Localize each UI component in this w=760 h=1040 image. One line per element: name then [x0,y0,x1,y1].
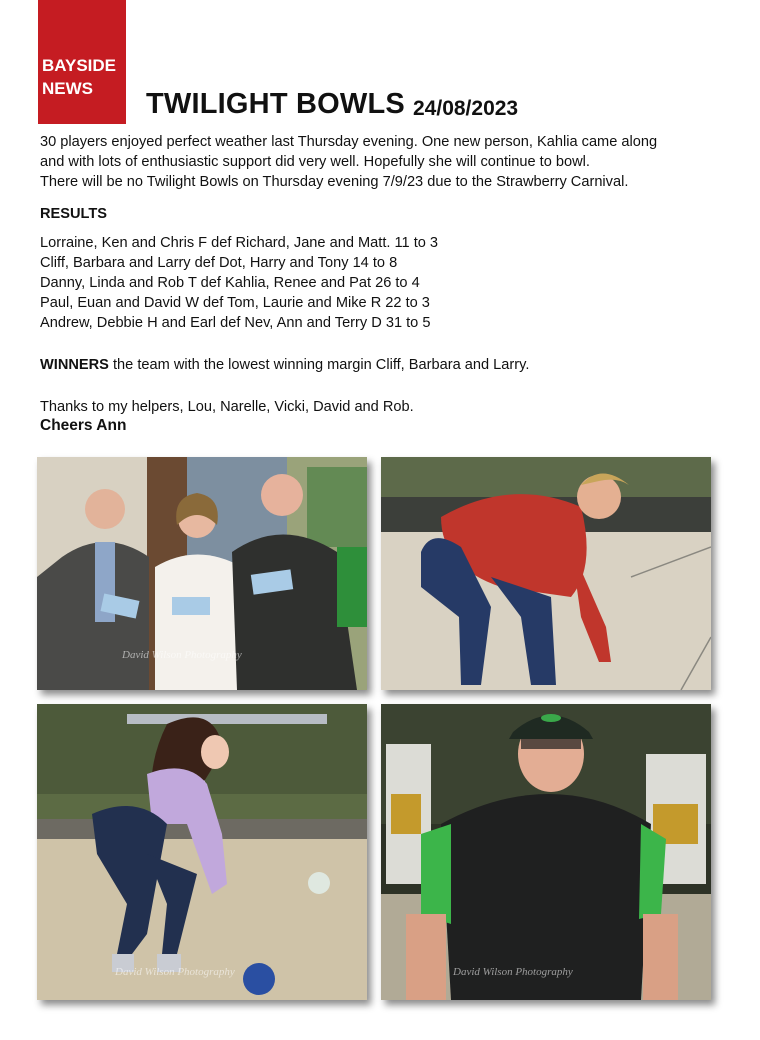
badge-line-2: NEWS [42,79,93,98]
page-title: TWILIGHT BOWLS [146,88,405,120]
result-line: Lorraine, Ken and Chris F def Richard, Jane and Matt. 11 to 3 [40,235,439,251]
winners-text: the team with the lowest winning margin Cliff, Barbara and Larry. [108,357,530,373]
results-list [40,233,438,333]
photo-watermark: David Wilson Photography [122,649,242,661]
result-line: Andrew, Debbie H and Earl def Nev, Ann and Terry D 31 to 5 [40,315,431,331]
badge-line-1: BAYSIDE [42,56,117,75]
signoff: Cheers Ann [40,417,127,434]
bayside-news-badge [38,0,126,124]
article-date: 24/08/2023 [413,97,519,120]
result-line: Cliff, Barbara and Larry def Dot, Harry and Tony 14 to 8 [40,255,398,271]
intro-line: There will be no Twilight Bowls on Thursday evening 7/9/23 due to the Strawberry Carnival. [40,174,629,190]
winners-paragraph [40,355,529,375]
winners-label: WINNERS [40,357,109,373]
results-heading: RESULTS [40,206,108,222]
photo-man-in-cap [381,704,711,1000]
intro-line: and with lots of enthusiastic support did very well. Hopefully she will continue to bowl. [40,154,590,170]
intro-line: 30 players enjoyed perfect weather last Thursday evening. One new person, Kahlia came along [40,134,658,150]
result-line: Paul, Euan and David W def Tom, Laurie and Mike R 22 to 3 [40,295,430,311]
intro-paragraph [40,132,657,192]
result-line: Danny, Linda and Rob T def Kahlia, Renee and Pat 26 to 4 [40,275,420,291]
photo-winners-group [37,457,367,690]
photo-watermark: David Wilson Photography [115,966,235,978]
thanks-line: Thanks to my helpers, Lou, Narelle, Vicki, David and Rob. [40,399,414,415]
photo-bowler-lilac-top [37,704,367,1000]
photo-bowler-red-top [381,457,711,690]
photo-watermark: David Wilson Photography [453,966,573,978]
